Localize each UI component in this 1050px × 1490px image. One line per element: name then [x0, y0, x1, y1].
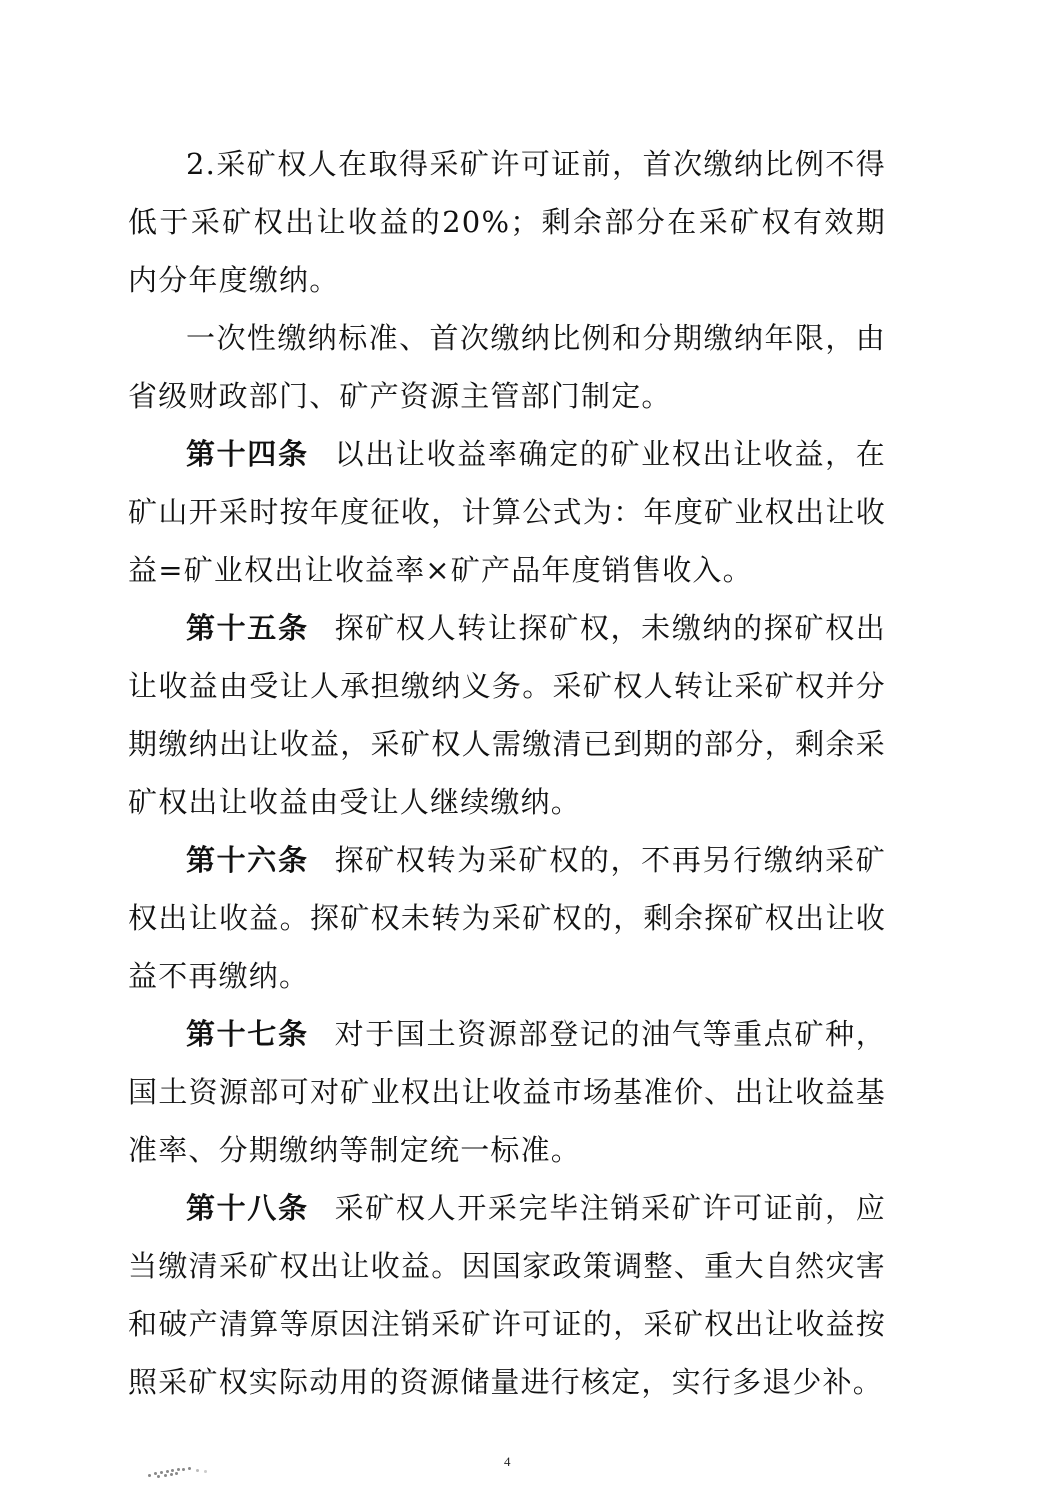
article-17 — [128, 1005, 886, 1179]
article-number: 第十七条 — [186, 1017, 309, 1051]
article-number: 第十四条 — [186, 437, 309, 471]
article-18 — [128, 1179, 886, 1411]
paragraph-payment-ratio — [128, 135, 886, 309]
page-number: 4 — [504, 1454, 511, 1469]
paragraph-standards — [128, 309, 886, 425]
article-number: 第十八条 — [186, 1191, 309, 1225]
article-number: 第十五条 — [186, 611, 309, 645]
article-text: 探矿权转为采矿权的，不再另行缴纳采矿权出让收益。探矿权未转为采矿权的，剩余探矿权出让收益不再缴纳。 — [128, 843, 886, 993]
paragraph-text: 一次性缴纳标准、首次缴纳比例和分期缴纳年限，由省级财政部门、矿产资源主管部门制定。 — [128, 321, 886, 413]
scan-smudge — [144, 1464, 216, 1480]
article-text: 以出让收益率确定的矿业权出让收益，在矿山开采时按年度征收，计算公式为：年度矿业权出让收益=矿业权出让收益率×矿产品年度销售收入。 — [128, 437, 886, 587]
body-text — [128, 135, 886, 1411]
article-text: 探矿权人转让探矿权，未缴纳的探矿权出让收益由受让人承担缴纳义务。采矿权人转让采矿权并分期缴纳出让收益，采矿权人需缴清已到期的部分，剩余采矿权出让收益由受让人继续缴纳。 — [128, 611, 886, 819]
article-number: 第十六条 — [186, 843, 309, 877]
paragraph-text: 2.采矿权人在取得采矿许可证前，首次缴纳比例不得低于采矿权出让收益的20%；剩余部分在采矿权有效期内分年度缴纳。 — [128, 147, 886, 297]
article-14 — [128, 425, 886, 599]
article-text: 对于国土资源部登记的油气等重点矿种，国土资源部可对矿业权出让收益市场基准价、出让收益基准率、分期缴纳等制定统一标准。 — [128, 1017, 886, 1167]
article-15 — [128, 599, 886, 831]
article-16 — [128, 831, 886, 1005]
article-text: 采矿权人开采完毕注销采矿许可证前，应当缴清采矿权出让收益。因国家政策调整、重大自然灾害和破产清算等原因注销采矿许可证的，采矿权出让收益按照采矿权实际动用的资源储量进行核定，实行多退少补。 — [128, 1191, 886, 1399]
